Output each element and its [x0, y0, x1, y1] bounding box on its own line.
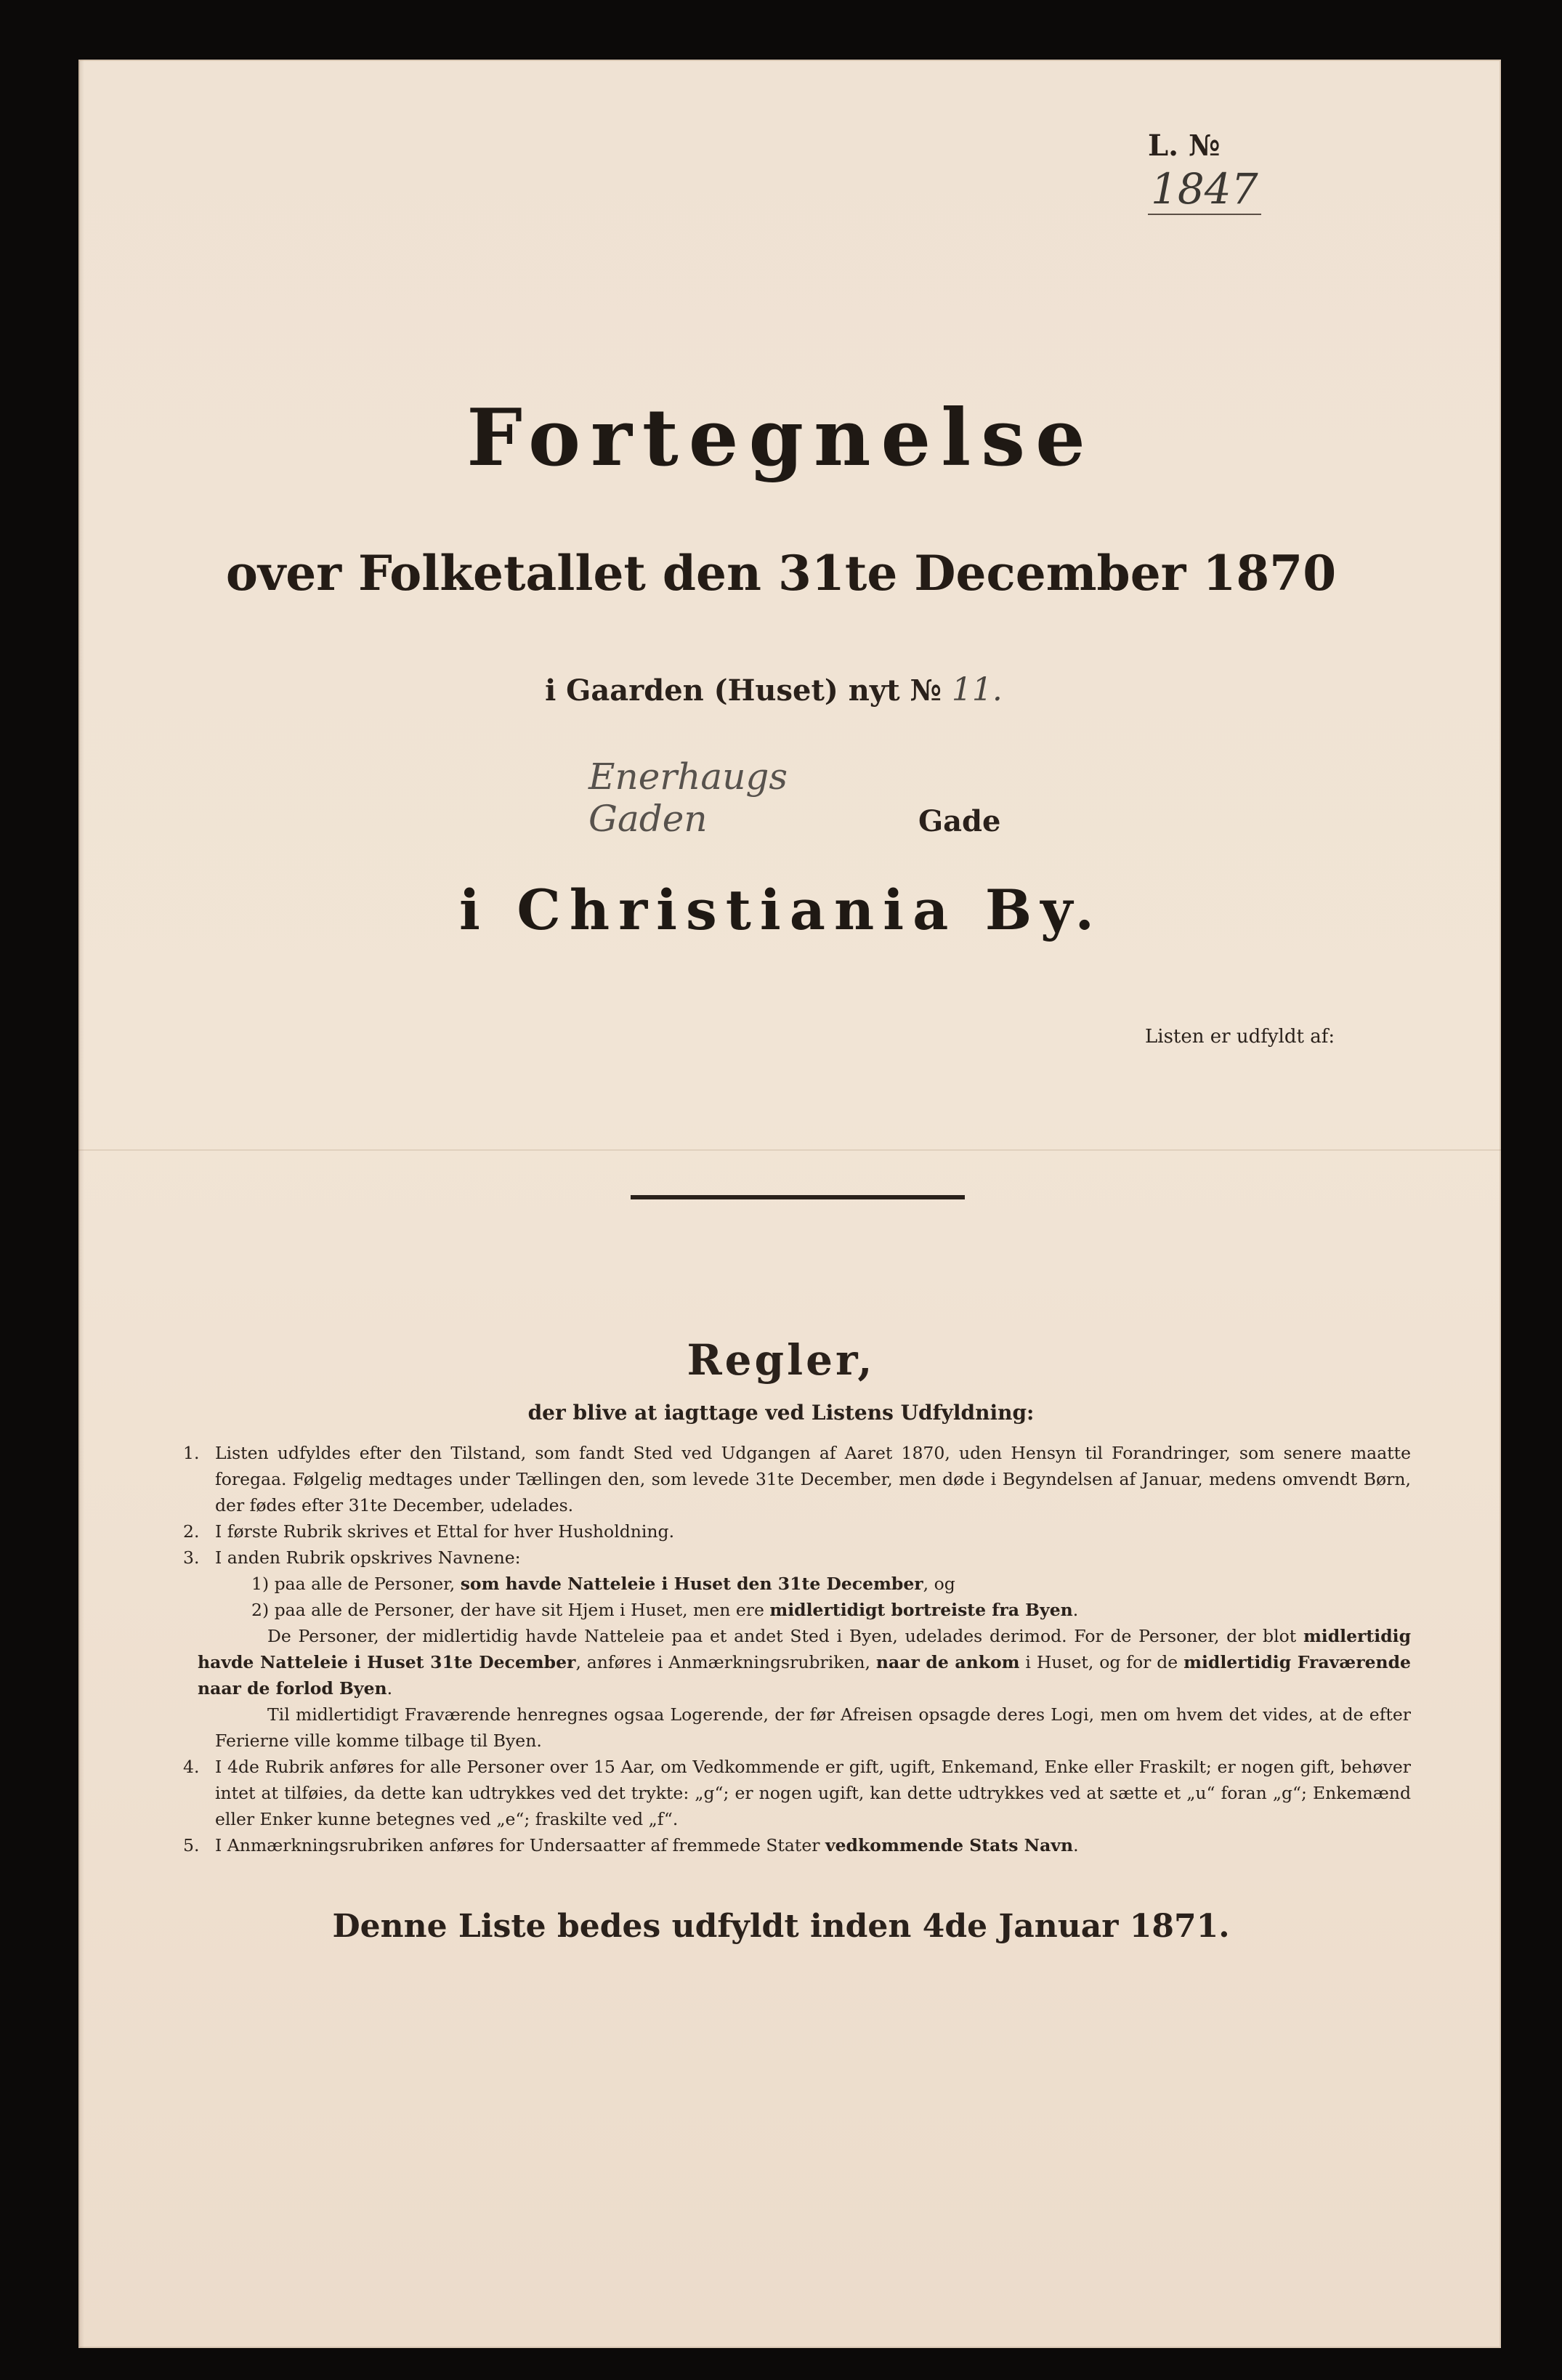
deadline-notice: Denne Liste bedes udfyldt inden 4de Januar 1871.	[332, 1908, 1230, 1945]
rule-text: .	[1073, 1835, 1079, 1855]
rule-text: I 4de Rubrik anføres for alle Personer over 15 Aar, om Vedkommende er gift, ugift, Enkemand, Enke eller Fraskilt; er nogen gift, behøver intet at tilføies, da dette kan udtrykkes ved det trykte: „g“; er nogen ugift, kan dette udtrykkes ved at sætte et „u“ foran „g“; Enkemænd eller Enker kunne betegnes ved „e“; fraskilte ved „f“.	[215, 1757, 1411, 1829]
record-number	[1148, 122, 1322, 214]
rule-paragraph-emphasis: midlertidig havde Natteleie i Huset 31te December	[198, 1626, 1411, 1672]
document-subtitle: over Folketallet den 31te December 1870	[225, 545, 1337, 602]
rule-text-emphasis: vedkommende Stats Navn	[825, 1835, 1074, 1855]
house-label: i Gaarden (Huset) nyt №	[545, 673, 942, 708]
rule-paragraph-emphasis: midlertidig Fraværende naar de forlod Byen	[198, 1652, 1411, 1699]
rule-subitem-text: .	[1072, 1600, 1079, 1620]
street-line	[588, 756, 1097, 840]
rule-item-1	[183, 1440, 1411, 1518]
rule-number: 2.	[183, 1521, 200, 1542]
rule-paragraph-emphasis: naar de ankom	[875, 1652, 1020, 1672]
rule-subitem-text: 2) paa alle de Personer, der have sit Hjem i Huset, men ere	[251, 1600, 770, 1620]
rule-subitem-text: , og	[923, 1574, 955, 1594]
house-number-handwritten: 11.	[951, 671, 1003, 708]
paper-fold-line	[78, 1149, 1501, 1151]
rule-text: I første Rubrik skrives et Ettal for hver Husholdning.	[215, 1521, 675, 1542]
rule-paragraph-text: .	[387, 1678, 393, 1699]
rule-item-5	[183, 1832, 1411, 1858]
rule-number: 1.	[183, 1443, 200, 1463]
street-label: Gade	[918, 804, 1001, 838]
divider-rule	[631, 1195, 965, 1199]
house-line	[0, 671, 1562, 708]
rule-number: 3.	[183, 1547, 200, 1568]
rule-paragraph-text: De Personer, der midlertidig havde Natteleie paa et andet Sted i Byen, udelades derimod. For de Personer, der blot	[267, 1626, 1303, 1646]
rules-subheading: der blive at iagttage ved Listens Udfyldning:	[527, 1401, 1035, 1425]
record-number-handwritten: 1847	[1148, 164, 1261, 215]
rule-item-3	[183, 1545, 1411, 1754]
rule-paragraph-temporary	[198, 1623, 1411, 1701]
rule-item-4	[183, 1754, 1411, 1832]
rule-subitem-emphasis: som havde Natteleie i Huset den 31te December	[460, 1574, 923, 1594]
record-number-prefix: L. №	[1148, 129, 1221, 163]
rule-subitem-2	[215, 1597, 1411, 1623]
rule-number: 4.	[183, 1757, 200, 1777]
rule-subitem-emphasis: midlertidigt bortreiste fra Byen	[769, 1600, 1073, 1620]
rule-item-2	[183, 1518, 1411, 1545]
rules-list	[183, 1440, 1411, 1858]
rule-text: I Anmærkningsrubriken anføres for Undersaatter af fremmede Stater	[215, 1835, 825, 1855]
rule-subitem-1	[215, 1571, 1411, 1597]
rule-paragraph-lodgers: Til midlertidigt Fraværende henregnes ogsaa Logerende, der før Afreisen opsagde deres Logi, men om hvem det vides, at de efter Ferierne ville komme tilbage til Byen.	[215, 1704, 1411, 1751]
document-title: Fortegnelse	[466, 392, 1096, 484]
filled-by-label: Listen er udfyldt af:	[1145, 1026, 1335, 1048]
rule-text: Listen udfyldes efter den Tilstand, som fandt Sted ved Udgangen af Aaret 1870, uden Hensyn til Forandringer, som senere maatte foregaa. Følgelig medtages under Tællingen den, som levede 31te December, men døde i Begyndelsen af Januar, medens omvendt Børn, der fødes efter 31te December, udelades.	[215, 1443, 1411, 1515]
rule-text: I anden Rubrik opskrives Navnene:	[215, 1547, 521, 1568]
rules-heading: Regler,	[687, 1335, 875, 1385]
rule-number: 5.	[183, 1835, 200, 1855]
rule-paragraph-text: i Huset, og for de	[1019, 1652, 1184, 1672]
rule-subitem-text: 1) paa alle de Personer,	[251, 1574, 461, 1594]
city-line: i Christiania By.	[459, 878, 1103, 942]
rule-paragraph-text: , anføres i Anmærkningsrubriken,	[575, 1652, 876, 1672]
street-name-handwritten: Enerhaugs Gaden	[588, 756, 788, 840]
